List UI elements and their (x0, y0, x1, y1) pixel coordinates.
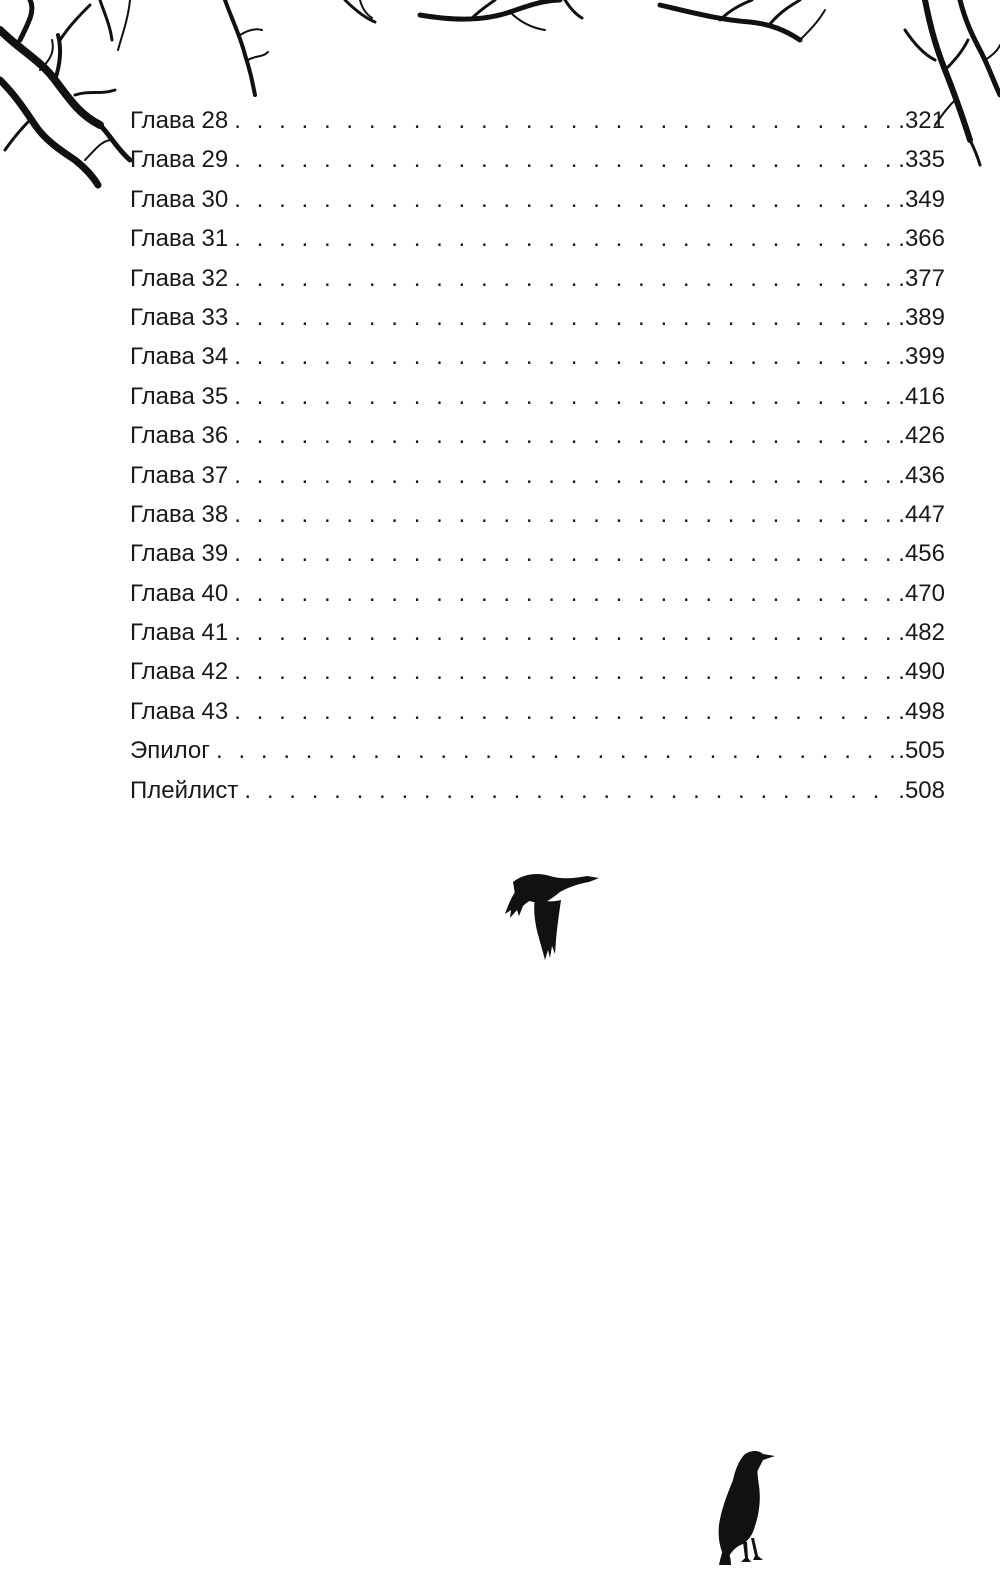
toc-entry (130, 654, 945, 693)
standing-crow-icon (715, 1450, 785, 1565)
dot-leader (234, 694, 896, 730)
dot-leader (234, 221, 896, 257)
toc-entry (130, 379, 945, 418)
page-number: .508 (898, 776, 945, 804)
chapter-title: Глава 29 (130, 146, 229, 174)
page-number: .335 (898, 146, 945, 174)
dot-leader (216, 733, 896, 769)
dot-leader (234, 300, 896, 336)
page-number: .349 (898, 185, 945, 213)
dot-leader (234, 103, 896, 139)
toc-entry (130, 733, 945, 772)
chapter-title: Глава 34 (130, 343, 229, 371)
chapter-title: Глава 31 (130, 225, 229, 253)
chapter-title: Глава 43 (130, 697, 229, 725)
page-number: .482 (898, 619, 945, 647)
dot-leader (234, 379, 896, 415)
toc-entry (130, 497, 945, 536)
page-number: .416 (898, 382, 945, 410)
toc-entry (130, 300, 945, 339)
page-number: .490 (898, 658, 945, 686)
page-number: .377 (898, 264, 945, 292)
toc-entry (130, 339, 945, 378)
chapter-title: Глава 28 (130, 107, 229, 134)
epilogue-title: Эпилог (130, 737, 211, 765)
chapter-title: Глава 36 (130, 422, 229, 450)
toc-entry (130, 773, 945, 812)
dot-leader (234, 654, 896, 690)
page-number: .498 (898, 697, 945, 725)
dot-leader (234, 458, 896, 494)
chapter-title: Глава 35 (130, 382, 229, 410)
toc-entry (130, 103, 945, 142)
page-number: .436 (898, 461, 945, 489)
toc-entry (130, 261, 945, 300)
chapter-title: Глава 39 (130, 540, 229, 568)
chapter-title: Глава 33 (130, 303, 229, 331)
page-number: .399 (898, 343, 945, 371)
toc-entry (130, 576, 945, 615)
toc-entry (130, 458, 945, 497)
page-number: .456 (898, 540, 945, 568)
chapter-title: Глава 32 (130, 264, 229, 292)
dot-leader (234, 536, 896, 572)
toc-entry (130, 182, 945, 221)
dot-leader (234, 615, 896, 651)
table-of-contents (130, 103, 945, 812)
toc-entry (130, 142, 945, 181)
page-number: .470 (898, 579, 945, 607)
dot-leader (234, 142, 896, 178)
dot-leader (234, 497, 896, 533)
dot-leader (244, 773, 896, 809)
flying-crow-icon (505, 870, 600, 960)
page-number: .505 (898, 737, 945, 765)
dot-leader (234, 261, 896, 297)
chapter-title: Глава 41 (130, 619, 229, 647)
chapter-title: Глава 38 (130, 500, 229, 528)
page-number: .447 (898, 500, 945, 528)
chapter-title: Глава 40 (130, 579, 229, 607)
toc-entry (130, 615, 945, 654)
toc-entry (130, 221, 945, 260)
page-number: .389 (898, 303, 945, 331)
chapter-title: Глава 42 (130, 658, 229, 686)
chapter-title: Глава 30 (130, 185, 229, 213)
chapter-title: Глава 37 (130, 461, 229, 489)
dot-leader (234, 182, 896, 218)
toc-entry (130, 418, 945, 457)
page-number: .366 (898, 225, 945, 253)
page-number: .321 (898, 107, 945, 134)
toc-entry (130, 536, 945, 575)
playlist-title: Плейлист (130, 776, 239, 804)
dot-leader (234, 339, 896, 375)
page-number: .426 (898, 422, 945, 450)
dot-leader (234, 576, 896, 612)
dot-leader (234, 418, 896, 454)
toc-entry (130, 694, 945, 733)
